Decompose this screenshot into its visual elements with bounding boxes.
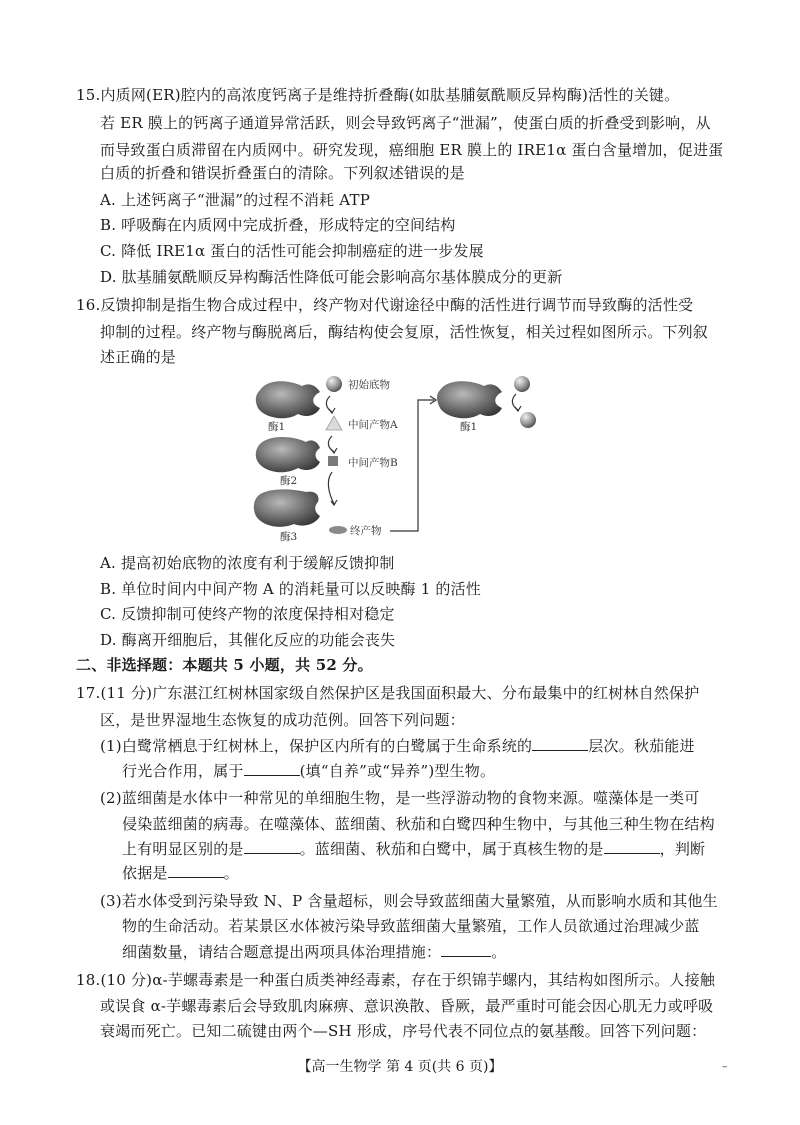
q16-option-a: A. 提高初始底物的浓度有利于缓解反馈抑制 (100, 554, 395, 572)
enzyme3-label: 酶3 (280, 531, 298, 543)
enzyme1-right-shape (437, 381, 502, 418)
answer-blank[interactable] (441, 942, 491, 957)
intermediate-b-label: 中间产物B (348, 457, 398, 469)
q17-part1-line1 (100, 735, 695, 757)
initial-substrate-ball (326, 376, 342, 392)
q16-option-b: B. 单位时间内中间产物 A 的消耗量可以反映酶 1 的活性 (100, 580, 482, 598)
corner-mark: – (722, 1060, 728, 1073)
initial-substrate-label: 初始底物 (348, 379, 390, 391)
enzyme1-label: 酶1 (268, 421, 286, 433)
q17-p2-text-f: 依据是 (122, 864, 168, 882)
q18-line-3: 衰竭而死亡。已知二硫键由两个—SH 形成，序号代表不同位点的氨基酸。回答下列问题： (100, 1022, 707, 1040)
enzyme1-right-label: 酶1 (460, 421, 478, 433)
answer-blank[interactable] (168, 863, 224, 878)
q17-p1-text-c: 行光合作用，属于 (122, 762, 244, 780)
q17-part3-line3 (122, 941, 506, 963)
figure-svg (250, 372, 550, 547)
q15-option-b: B. 呼吸酶在内质网中完成折叠，形成特定的空间结构 (100, 216, 456, 234)
q15-option-a: A. 上述钙离子“泄漏”的过程不消耗 ATP (100, 191, 370, 209)
q17-p2-text-e: ，判断 (659, 840, 706, 858)
q17-line-1: 17.(11 分)广东湛江红树林国家级自然保护区是我国面积最大、分布最集中的红树林自然保护 (76, 684, 700, 702)
intermediate-a-triangle (326, 416, 342, 430)
final-product-label: 终产物 (350, 525, 382, 537)
arrow-3 (328, 472, 334, 504)
q16-option-d: D. 酶离开细胞后，其催化反应的功能会丧失 (100, 631, 396, 649)
q18-line-2: 或误食 α-芋螺毒素后会导致肌肉麻痹、意识涣散、昏厥，最严重时可能会因心肌无力或呼吸 (100, 997, 714, 1015)
answer-blank[interactable] (604, 839, 660, 854)
q16-line-1: 16.反馈抑制是指生物合成过程中，终产物对代谢途径中酶的活性进行调节而导致酶的活性受 (76, 296, 694, 314)
enzyme1-shape (256, 381, 320, 418)
q15-line-4: 白质的折叠和错误折叠蛋白的清除。下列叙述错误的是 (100, 164, 465, 182)
q17-part2-line3 (122, 838, 705, 860)
q17-p3-text-d: 。 (491, 943, 507, 961)
q17-p1-text-a: (1)白鹭常栖息于红树林上，保护区内所有的白鹭属于生命系统的 (100, 737, 533, 755)
enzyme2-label: 酶2 (280, 475, 298, 487)
q17-p1-text-d: (填“自养”或“异养”)型生物。 (299, 762, 496, 780)
q17-line-2: 区，是世界湿地生态恢复的成功范例。回答下列问题： (100, 711, 465, 729)
q17-part1-line2 (122, 760, 495, 782)
enzyme2-shape (256, 437, 320, 472)
q17-part2-line4 (122, 862, 239, 884)
arrow-right-head (515, 406, 521, 411)
q15-line-1: 15.内质网(ER)腔内的高浓度钙离子是维持折叠酶(如肽基脯氨酰顺反异构酶)活性的关键。 (76, 86, 680, 104)
enzyme3-shape (254, 489, 320, 526)
q18-line-1: 18.(10 分)α-芋螺毒素是一种蛋白质类神经毒素，存在于织锦芋螺内，其结构如图所示。人接触 (76, 971, 716, 989)
intermediate-a-label: 中间产物A (348, 419, 398, 431)
q15-line-2: 若 ER 膜上的钙离子通道异常活跃，则会导致钙离子“泄漏”，使蛋白质的折叠受到影响，从 (100, 114, 711, 132)
final-product-ellipse (329, 526, 347, 534)
section2-title: 二、非选择题：本题共 5 小题，共 52 分。 (76, 656, 373, 674)
intermediate-b-square (328, 456, 338, 466)
released-ball-bottom (520, 412, 536, 428)
q16-line-3: 述正确的是 (100, 348, 177, 366)
answer-blank[interactable] (532, 736, 588, 751)
q16-option-c: C. 反馈抑制可使终产物的浓度保持相对稳定 (100, 605, 395, 623)
q15-option-d: D. 肽基脯氨酰顺反异构酶活性降低可能会影响高尔基体膜成分的更新 (100, 268, 563, 286)
q17-p2-text-c: 上有明显区别的是 (122, 840, 244, 858)
answer-blank[interactable] (244, 761, 300, 776)
q17-part2-line1: (2)蓝细菌是水体中一种常见的单细胞生物，是一些浮游动物的食物来源。噬藻体是一类可 (100, 789, 700, 807)
q17-p2-text-g: 。 (223, 864, 239, 882)
arrow-1-head (329, 408, 335, 413)
q15-line-3: 而导致蛋白质滞留在内质网中。研究发现，癌细胞 ER 膜上的 IRE1α 蛋白含量增加，促进蛋 (100, 141, 724, 159)
q17-p3-text-c: 细菌数量，请结合题意提出两项具体治理措施： (122, 943, 442, 961)
q17-p2-text-d: 。蓝细菌、秋茄和白鹭中，属于真核生物的是 (299, 840, 604, 858)
q17-part3-line2: 物的生命活动。若某景区水体被污染导致蓝细菌大量繁殖，工作人员欲通过治理减少蓝 (122, 917, 700, 935)
feedback-inhibition-figure (250, 372, 550, 547)
released-ball-top (514, 376, 530, 392)
q15-option-c: C. 降低 IRE1α 蛋白的活性可能会抑制癌症的进一步发展 (100, 242, 484, 260)
q17-p1-text-b: 层次。秋茄能进 (588, 737, 695, 755)
arrow-2-head (331, 448, 337, 453)
q17-part2-line2: 侵染蓝细菌的病毒。在噬藻体、蓝细菌、秋茄和白鹭四种生物中，与其他三种生物在结构 (122, 815, 715, 833)
q17-part3-line1: (3)若水体受到污染导致 N、P 含量超标，则会导致蓝细菌大量繁殖，从而影响水质和其他生 (100, 892, 718, 910)
answer-blank[interactable] (244, 839, 300, 854)
q16-line-2: 抑制的过程。终产物与酶脱离后，酶结构使会复原，活性恢复，相关过程如图所示。下列叙 (100, 323, 709, 341)
page-footer: 【高一生物学 第 4 页(共 6 页)】 (297, 1059, 503, 1075)
